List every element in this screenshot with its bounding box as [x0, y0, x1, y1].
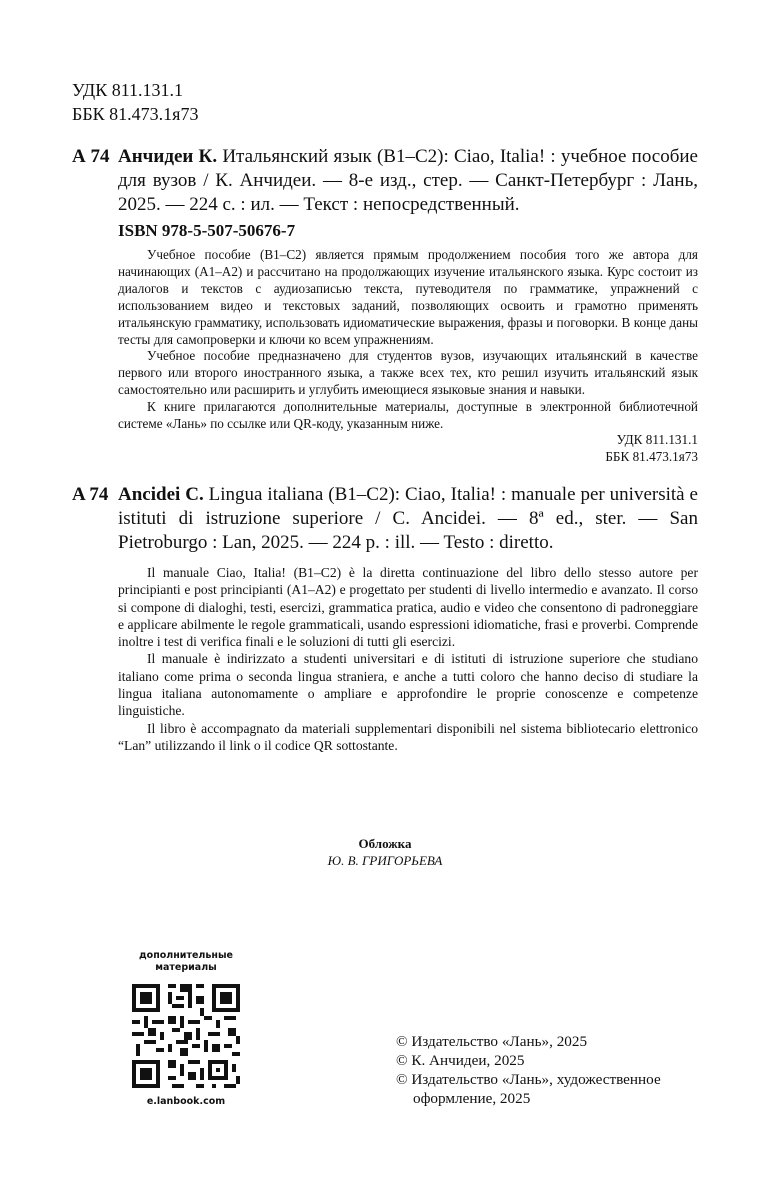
- description-text-it: Lingua italiana (B1–C2): Ciao, Italia! : manuale per università e istituti di istruzione superiore / C. Ancidei. — 8ª ed., ster. — San Pietroburgo : Lan, 2025. — 224 p. : ill. — Testo : diretto.: [118, 484, 698, 553]
- abstract-codes: [500, 431, 698, 465]
- qr-url[interactable]: e.lanbook.com: [146, 1096, 226, 1107]
- cover-designer: Ю. В. ГРИГОРЬЕВА: [327, 853, 443, 868]
- abstract-it: [118, 564, 698, 754]
- bibliographic-description-ru: [118, 145, 698, 217]
- author-mark-it: A 74: [72, 484, 109, 505]
- description-text-ru: Итальянский язык (B1–C2): Ciao, Italia! : учебное пособие для вузов / К. Анчидеи. — 8-е изд., стер. — Санкт-Петербург : Лань, 2025. — 224 с. : ил. — Текст : непосредственный.: [118, 146, 698, 215]
- qr-code-icon[interactable]: [128, 980, 244, 1092]
- abstract-it-paragraph: Il libro è accompagnato da materiali supplementari disponibili nel sistema bibliotecario elettronico “Lan” utilizzando il link o il codice QR sottostante.: [118, 720, 698, 753]
- abstract-ru: [118, 247, 698, 433]
- cover-label: Обложка: [358, 836, 412, 851]
- abstract-it-paragraph: Il manuale Ciao, Italia! (B1–C2) è la diretta continuazione del libro dello stesso autore per principianti e post principianti (A1–A2) e progettato per studenti di livello intermedio e avanzato. Il corso si compone di dialoghi, testi, esercizi, grammatica pratica, audio e video che consentono di padroneggiare e applicare abilmente le regole grammaticali, usando espressioni idiomatiche, frasi e proverbi. Comprende inoltre i test di verifica finali e le soluzioni di tutti gli esercizi.: [118, 565, 698, 650]
- author-name-ru: Анчидеи К.: [118, 146, 218, 167]
- bbk-code-right: ББК 81.473.1я73: [605, 449, 698, 464]
- abstract-ru-paragraph: К книге прилагаются дополнительные материалы, доступные в электронной библиотечной системе «Лань» по ссылке или QR-коду, указанным ниже.: [118, 399, 698, 432]
- abstract-ru-paragraph: Учебное пособие (B1–C2) является прямым продолжением пособия того же автора для начинающих (A1–A2) и рассчитано на продолжающих изучение итальянского языка. Курс состоит из диалогов и текстов с аудиозаписью текста, путеводителя по грамматике, упражнений с использованием видео и текстовых заданий, позволяющих освоить и грамотно применять итальянскую грамматику, использовать идиоматические выражения, фразы и поговорки. В конце даны тесты для самопроверки и ключи ко всем упражнениям.: [118, 247, 698, 347]
- udk-code-right: УДК 811.131.1: [616, 432, 698, 447]
- copyright-line: © К. Анчидеи, 2025: [396, 1052, 525, 1069]
- qr-block[interactable]: [128, 950, 244, 1107]
- abstract-it-paragraph: Il manuale è indirizzato a studenti universitari e di istituti di istruzione superiore che studiano italiano come prima o seconda lingua straniera, e anche a tutti coloro che hanno deciso di studiare la lingua italiana autonomamente o ampliare e approfondire le proprie conoscenze e competenze linguistiche.: [118, 651, 698, 719]
- author-name-it: Ancidei C.: [118, 484, 204, 505]
- bbk-code: ББК 81.473.1я73: [72, 104, 199, 124]
- qr-label-line2: материалы: [155, 962, 217, 973]
- copyright-block: [396, 1032, 726, 1108]
- copyright-line: © Издательство «Лань», 2025: [396, 1033, 588, 1050]
- isbn: ISBN 978-5-507-50676-7: [118, 221, 296, 240]
- cover-credit: [250, 835, 520, 869]
- qr-label-line1: дополнительные: [139, 950, 233, 961]
- copyright-line: © Издательство «Лань», художественное оформление, 2025: [396, 1071, 661, 1107]
- bibliographic-description-it: [118, 483, 698, 555]
- udk-code: УДК 811.131.1: [72, 80, 184, 100]
- abstract-ru-paragraph: Учебное пособие предназначено для студентов вузов, изучающих итальянский в качестве первого или второго иностранного языка, а также всех тех, кто решил изучить итальянский язык самостоятельно или расширить и углубить имеющиеся языковые знания и навыки.: [118, 348, 698, 398]
- author-mark-ru: А 74: [72, 146, 110, 167]
